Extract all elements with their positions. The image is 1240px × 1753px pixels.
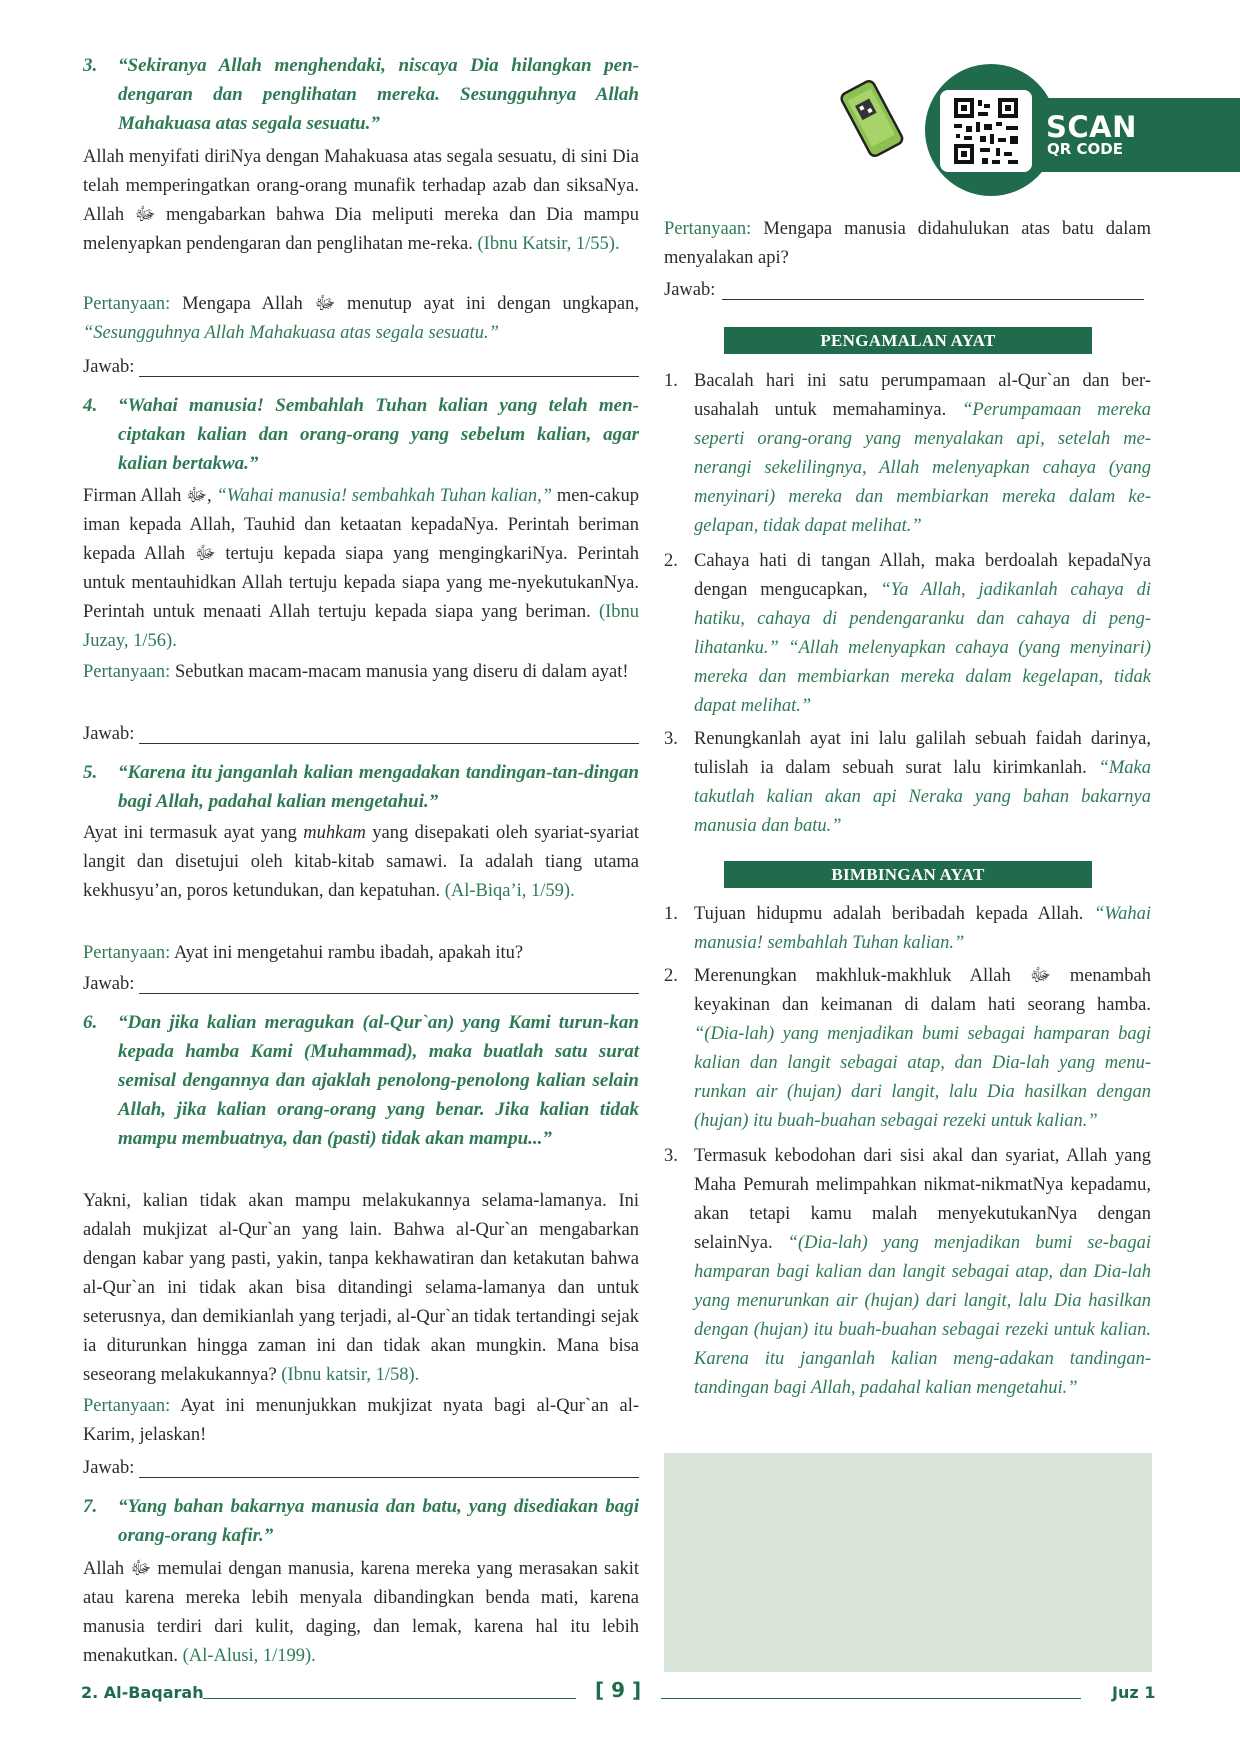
item-quote: “Ya Allah, jadikanlah cahaya di hatiku, cahaya di pendengaranku dan cahaya di peng-lihatanku.” “Allah melenyapkan cahaya (yang menyinari) mereka dan membiarkan mereka dalam kegelapan, tidak dapat melihat.”: [694, 580, 1151, 716]
verse-text: “Yang bahan bakarnya manusia dan batu, yang disediakan bagi orang-orang kafir.”: [118, 1496, 639, 1546]
answer-label: Jawab:: [83, 1458, 135, 1478]
footer-rule: [661, 1698, 1081, 1699]
verse-text: “Dan jika kalian meragukan (al-Qur`an) yang Kami turun-kan kepada hamba Kami (Muhammad), maka buatlah satu surat semisal dengannya dan ajaklah penolong-penolong kalian selain Allah, jika kalian orang-orang yang benar. Jika kalian tidak mampu membuatnya, dan (pasti) tidak akan mampu...”: [118, 1012, 639, 1149]
verse-3: [83, 51, 639, 138]
item-quote: “(Dia-lah) yang menjadikan bumi sebagai hamparan bagi kalian dan langit sebagai atap, dan Dia-lah yang menu-runkan air (hujan) dari langit, lalu Dia hasilkan dengan (hujan) itu buah-buahan sebagai rezeki untuk kalian.”: [694, 1024, 1151, 1131]
verse-4: [83, 391, 639, 478]
explanation: [83, 819, 639, 906]
question-label: Pertanyaan:: [83, 943, 171, 963]
item-quote: “(Dia-lah) yang menjadikan bumi se-bagai hamparan bagi kalian dan langit sebagai atap, dan Dia-lah yang menurunkan air (hujan) dari langit, lalu Dia hasilkan dengan (hujan) itu buah-buahan sebagai rezeki untuk kalian. Karena itu janganlah kalian meng-adakan tandingan-tandingan bagi Allah, padahal kalian mengetahui.”: [694, 1233, 1151, 1398]
section-heading-bimbingan: BIMBINGAN AYAT: [724, 861, 1092, 888]
list-item: [664, 900, 1151, 958]
item-quote: “Wahai manusia! sembahlah Tuhan kalian.”: [694, 904, 1152, 953]
answer-line[interactable]: [83, 353, 639, 382]
explanation-text: Ayat ini termasuk ayat yang: [83, 823, 297, 843]
verse-text: “Sekiranya Allah menghendaki, niscaya Dia hilangkan pen-dengaran dan penglihatan mereka. Sesungguhnya Allah Mahakuasa atas segala sesuatu.”: [118, 55, 639, 134]
explanation-quote: “Wahai manusia! sembahkah Tuhan kalian,”: [216, 486, 553, 506]
question: [83, 290, 639, 348]
item-number: 3.: [664, 729, 678, 749]
item-text: Bacalah hari ini satu perumpamaan al-Qur`an dan ber-usahalah untuk memahaminya.: [694, 371, 1151, 420]
answer-line[interactable]: [83, 720, 639, 749]
footer-surah: 2. Al-Baqarah: [81, 1683, 204, 1702]
question: [83, 1392, 639, 1450]
answer-line[interactable]: [664, 276, 1144, 305]
question-text: Sebutkan macam-macam manusia yang diseru di dalam ayat!: [174, 662, 629, 682]
explanation-text: men-cakup iman kepada Allah, Tauhid dan ketaatan kepadaNya. Perintah beriman kepada Allah ﷻ tertuju kepada siapa yang mengingkariNya. Perintah untuk mentauhidkan Allah tertuju kepada siapa yang me-nyekutukanNya. Perintah untuk menaati Allah tertuju kepada siapa yang beriman.: [83, 486, 640, 622]
question-text: Mengapa manusia didahulukan atas batu dalam menyalakan api?: [664, 219, 1151, 268]
list-item: [664, 547, 1151, 721]
answer-label: Jawab:: [664, 280, 716, 300]
item-text: Termasuk kebodohan dari sisi akal dan syariat, Allah yang Maha Pemurah melimpahkan nikmat-nikmatNya kepadamu, akan tetapi kamu malah menyekutukanNya dengan selainNya.: [694, 1146, 1151, 1253]
qr-code-label: QR CODE: [1047, 140, 1123, 158]
reference: (Ibnu katsir, 1/58).: [281, 1365, 420, 1385]
item-number: 3.: [664, 1146, 678, 1166]
reference: (Al-Alusi, 1/199).: [182, 1646, 316, 1666]
scan-label: SCAN: [1046, 110, 1137, 144]
question-label: Pertanyaan:: [664, 219, 752, 239]
item-text: Merenungkan makhluk-makhluk Allah ﷻ menambah keyakinan dan keimanan di dalam hati seorang hamba.: [694, 966, 1151, 1015]
explanation-emphasis: muhkam: [303, 823, 366, 843]
verse-6: [83, 1008, 639, 1153]
section-heading-pengamalan: PENGAMALAN AYAT: [724, 327, 1092, 354]
question: [83, 939, 639, 968]
item-number: 1.: [664, 904, 678, 924]
question-quote: “Sesungguhnya Allah Mahakuasa atas segala sesuatu.”: [83, 323, 499, 343]
item-number: 1.: [664, 371, 678, 391]
question-text: Mengapa Allah ﷻ menutup ayat ini dengan ungkapan,: [182, 294, 640, 314]
explanation-text: Yakni, kalian tidak akan mampu melakukannya selama-lamanya. Ini adalah mukjizat al-Qur`an yang lain. Bahwa al-Qur`an mengabarkan dengan kabar yang pasti, yakin, tanpa kekhawatiran dan ketakutan bahwa al-Qur`an ini tidak akan bisa ditandingi selama-lamanya dan untuk seterusnya, dan demikianlah yang terjadi, al-Qur`an tidak tertandingi sejak ia diturunkan hingga zaman ini dan tidak akan mungkin. Mana bisa seseorang melakukannya?: [83, 1191, 639, 1385]
verse-text: “Karena itu janganlah kalian mengadakan tandingan-tan-dingan bagi Allah, padahal kalian mengetahui.”: [118, 762, 639, 812]
item-quote: “Maka takutlah kalian akan api Neraka yang bahan bakarnya manusia dan batu.”: [694, 758, 1151, 836]
reference: (Ibnu Katsir, 1/55).: [477, 234, 620, 254]
explanation-text: yang disepakati oleh syariat-syariat langit dan disetujui oleh kitab-kitab samawi. Ia adalah tiang utama kekhusyu’an, poros ketundukan, dan kepatuhan.: [83, 823, 640, 901]
verse-number: 5.: [83, 762, 98, 783]
verse-number: 4.: [83, 395, 98, 416]
answer-line[interactable]: [83, 1454, 639, 1483]
phone-icon: [836, 80, 906, 158]
item-number: 2.: [664, 551, 678, 571]
question-label: Pertanyaan:: [83, 662, 171, 682]
question-text: Ayat ini mengetahui rambu ibadah, apakah itu?: [173, 943, 524, 963]
list-item: [664, 1142, 1151, 1403]
verse-5: [83, 758, 639, 816]
item-text: Renungkanlah ayat ini lalu galilah sebuah faidah darinya, tulislah ia dalam sebuah surat lalu kirimkanlah.: [694, 729, 1151, 778]
list-item: [664, 962, 1151, 1136]
explanation-text: Firman Allah ﷻ,: [83, 486, 212, 506]
qr-code-icon[interactable]: [940, 90, 1032, 172]
verse-7: [83, 1492, 639, 1550]
verse-text: “Wahai manusia! Sembahlah Tuhan kalian yang telah men-ciptakan kalian dan orang-orang yang sebelum kalian, agar kalian bertakwa.”: [118, 395, 639, 474]
page-number: [ 9 ]: [595, 1678, 642, 1702]
question-text: Ayat ini menunjukkan mukjizat nyata bagi al-Qur`an al-Karim, jelaskan!: [83, 1396, 639, 1445]
item-quote: “Perumpamaan mereka seperti orang-orang yang menyalakan api, setelah me-nerangi sekelilingnya, Allah melenyapkan cahaya (yang menyinari) mereka dan membiarkan mereka dalam ke-gelapan, tidak dapat melihat.”: [694, 400, 1151, 536]
explanation: [83, 1187, 639, 1390]
item-text: Tujuan hidupmu adalah beribadah kepada Allah.: [694, 904, 1084, 924]
answer-label: Jawab:: [83, 974, 135, 994]
verse-number: 6.: [83, 1012, 98, 1033]
question: [83, 658, 639, 687]
reference: (Ibnu Juzay, 1/56).: [83, 602, 640, 651]
explanation: [83, 1555, 639, 1671]
answer-line[interactable]: [83, 970, 639, 999]
notes-box[interactable]: [664, 1453, 1152, 1672]
reference: (Al-Biqa’i, 1/59).: [444, 881, 575, 901]
verse-number: 3.: [83, 55, 98, 76]
explanation-text: Allah menyifati diriNya dengan Mahakuasa atas segala sesuatu, di sini Dia telah memperingatkan orang-orang munafik terhadap azab dan siksaNya. Allah ﷻ mengabarkan bahwa Dia meliputi mereka dan Dia mampu melenyapkan pendengaran dan penglihatan me-reka.: [83, 147, 639, 254]
verse-number: 7.: [83, 1496, 98, 1517]
answer-label: Jawab:: [83, 357, 135, 377]
question-label: Pertanyaan:: [83, 1396, 171, 1416]
item-number: 2.: [664, 966, 678, 986]
list-item: [664, 725, 1151, 841]
explanation: [83, 143, 639, 259]
footer-juz: Juz 1: [1112, 1683, 1156, 1702]
explanation-text: Allah ﷻ memulai dengan manusia, karena mereka yang merasakan sakit atau karena mereka lebih menyala dibandingkan benda mati, karena manusia terdiri dari kulit, daging, dan lemak, karena hal itu lebih menakutkan.: [83, 1559, 639, 1666]
answer-label: Jawab:: [83, 724, 135, 744]
list-item: [664, 367, 1151, 541]
question-label: Pertanyaan:: [83, 294, 171, 314]
footer-rule: [203, 1698, 576, 1699]
explanation: [83, 482, 639, 656]
question: [664, 215, 1151, 273]
item-text: Cahaya hati di tangan Allah, maka berdoalah kepadaNya dengan mengucapkan,: [694, 551, 1151, 600]
